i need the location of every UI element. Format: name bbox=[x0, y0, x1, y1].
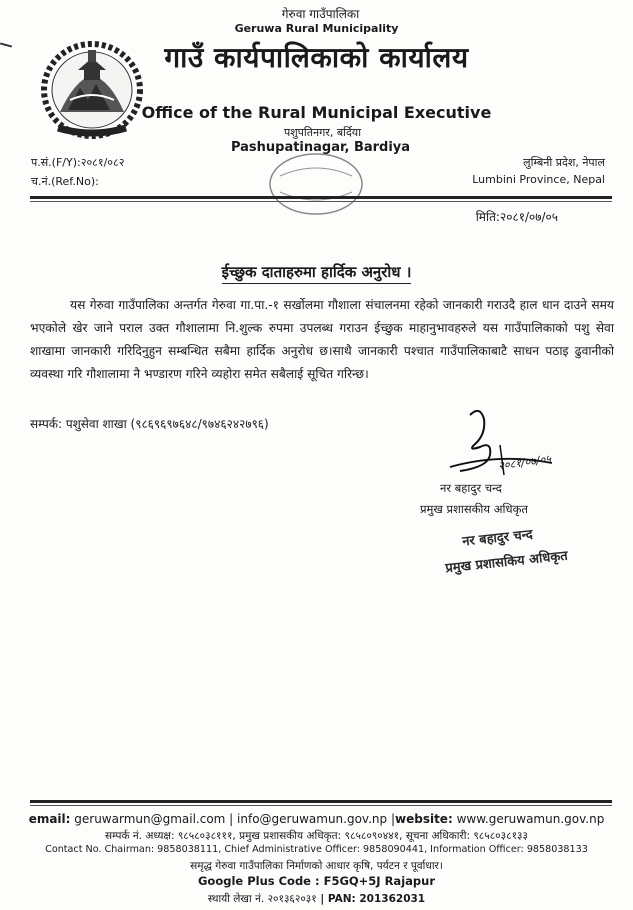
signature-date: २०८१/०७/०५ bbox=[497, 452, 552, 473]
stamp-title: प्रमुख प्रशासकिय अधिकृत bbox=[444, 548, 569, 577]
province-en: Lumbini Province, Nepal bbox=[472, 173, 605, 186]
footer-plus-code: Google Plus Code : F5GQ+5J Rajapur bbox=[197, 874, 435, 888]
footer-pan-line bbox=[0, 892, 633, 906]
letter-date: मिति:२०८१/०७/०५ bbox=[475, 210, 558, 224]
office-title-en: Office of the Rural Municipal Executive bbox=[141, 103, 492, 122]
footer-contact-np: सम्पर्क नं. अध्यक्ष: ९८५८०३८१११, प्रमुख प्रशासकीय अधिकृत: ९८५८०९०४४१, सूचना अधिकारी: ९८५८०३८१३३ bbox=[105, 830, 528, 842]
office-title-np: गाउँ कार्यपालिकाको कार्यालय bbox=[164, 41, 469, 74]
website-label: website: bbox=[395, 812, 453, 826]
letter-body: यस गेरुवा गाउँपालिका अन्तर्गत गेरुवा गा.पा.-१ सर्खोलमा गौशाला संचालनमा रहेको जानकारी गराउदै हाल धान दाउने समय भएकोले खेर जाने पराल उक्त गौशालामा नि.शुल्क रुपमा उपलब्ध गराउन ईच्छुक माहानुभावहरुले यस गाउँपालिकाको पशु सेवा शाखामा जानकारी गरिदिनुहुन सम्बन्धित सबैमा हार्दिक अनुरोध छ।साथै जानकारी पश्चात गाउँपालिकाबाटै साधन पठाइ ढुवानीको व्यवस्था गरि गौशालामा नै भण्डारण गरिने व्यहोरा समेत सबैलाई सूचित गरिन्छ। bbox=[30, 298, 614, 381]
subject-text: ईच्छुक दाताहरुमा हार्दिक अनुरोध । bbox=[222, 263, 412, 284]
address-en: Pashupatinagar, Bardiya bbox=[230, 140, 411, 155]
permanent-account-no: स्थायी लेखा नं. २०१३६२०३१ bbox=[207, 893, 317, 905]
office-stamp-icon bbox=[266, 150, 366, 218]
signatory-name: नर बहादुर चन्द bbox=[440, 481, 502, 495]
footer-contact-en: Contact No. Chairman: 9858038111, Chief Administrative Officer: 9858090441, Information Officer: 9858038133 bbox=[45, 844, 588, 855]
signatory-title: प्रमुख प्रशासकीय अधिकृत bbox=[420, 502, 528, 516]
letter-subject bbox=[0, 262, 633, 282]
footer-slogan: समृद्ध गेरुवा गाउँपालिका निर्माणको आधार कृषि, पर्यटन र पूर्वाधार। bbox=[190, 860, 443, 872]
header-divider-thin bbox=[30, 201, 612, 202]
reference-number: च.नं.(Ref.No): bbox=[31, 175, 99, 188]
fiscal-year: प.सं.(F/Y):२०८१/०८२ bbox=[31, 156, 125, 169]
footer-email-line bbox=[0, 812, 633, 826]
org-name-np: गेरुवा गाउँपालिका bbox=[281, 7, 360, 21]
email-value: geruwarmun@gmail.com | info@geruwamun.gov.np | bbox=[70, 812, 395, 826]
email-label: email: bbox=[28, 812, 71, 826]
contact-line: सम्पर्क: पशुसेवा शाखा (९८६९६९७६४८/९७४६२४२७९६) bbox=[30, 417, 269, 431]
address-np: पशुपतिनगर, बर्दिया bbox=[283, 126, 362, 139]
website-value: www.geruwamun.gov.np bbox=[452, 812, 605, 826]
footer-divider bbox=[30, 800, 612, 803]
stamp-name: नर बहादुर चन्द bbox=[461, 527, 534, 550]
footer-divider-thin bbox=[30, 805, 612, 806]
org-name-en: Geruwa Rural Municipality bbox=[234, 22, 399, 35]
pan-number: | PAN: 201362031 bbox=[316, 893, 426, 905]
header-divider bbox=[30, 196, 612, 199]
province-np: लुम्बिनी प्रदेश, नेपाल bbox=[523, 156, 605, 169]
